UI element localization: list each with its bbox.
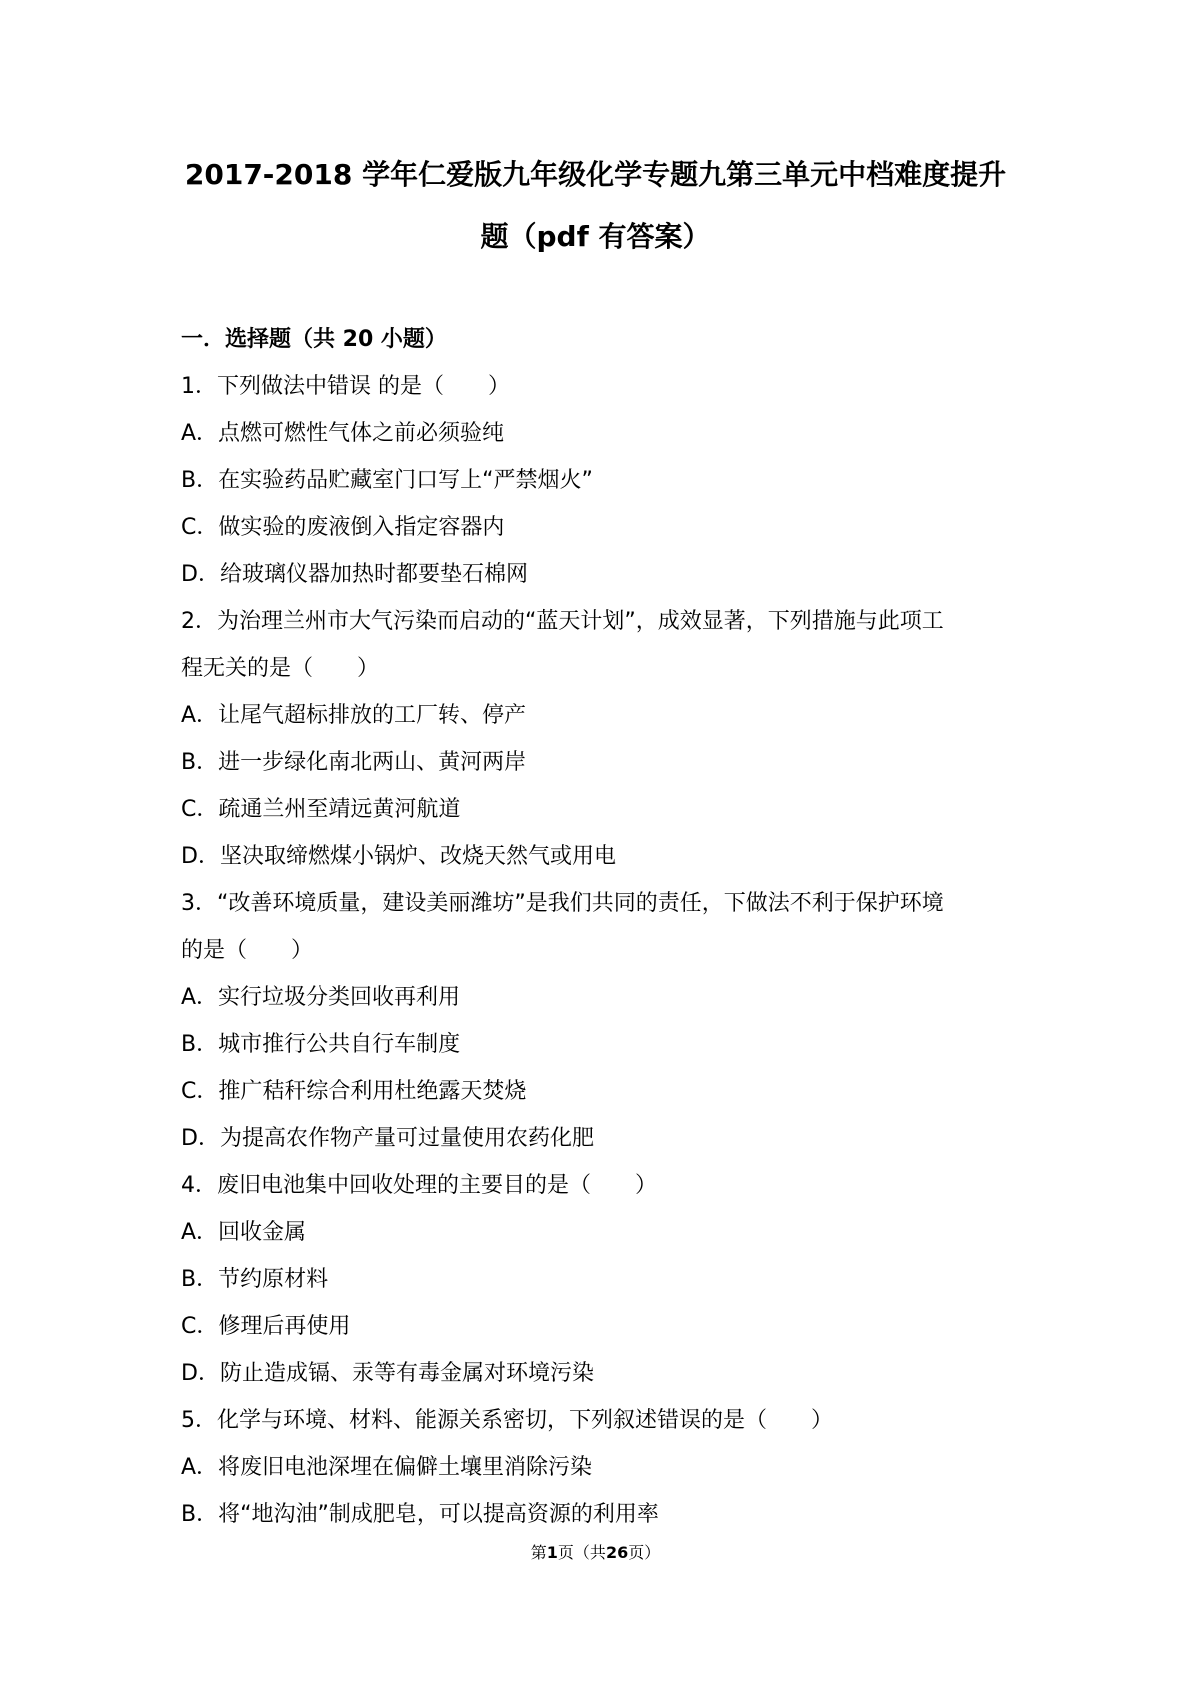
question <box>181 880 1011 1162</box>
footer-prefix: 第 <box>530 1543 547 1562</box>
question <box>181 598 1011 880</box>
answer-option: B．在实验药品贮藏室门口写上“严禁烟火” <box>181 468 593 493</box>
page-footer <box>0 1540 1191 1563</box>
question-stem-line: 的是（ ） <box>181 938 314 963</box>
answer-option: D．为提高农作物产量可过量使用农药化肥 <box>181 1126 594 1151</box>
question-stem-line: 3．“改善环境质量，建设美丽潍坊”是我们共同的责任，下做法不利于保护环境 <box>181 891 944 916</box>
section-heading: 一．选择题（共 20 小题） <box>181 327 447 352</box>
question <box>181 1397 1011 1538</box>
answer-option: C．做实验的废液倒入指定容器内 <box>181 515 505 540</box>
footer-page-number: 1 <box>546 1543 558 1562</box>
answer-option: B．城市推行公共自行车制度 <box>181 1032 461 1057</box>
title-line-1: 2017-2018 学年仁爱版九年级化学专题九第三单元中档难度提升 <box>184 158 1007 191</box>
question-stem-line: 4．废旧电池集中回收处理的主要目的是（ ） <box>181 1173 657 1198</box>
answer-option: D．防止造成镉、汞等有毒金属对环境污染 <box>181 1361 594 1386</box>
answer-option: B．节约原材料 <box>181 1267 329 1292</box>
answer-option: C．疏通兰州至靖远黄河航道 <box>181 797 461 822</box>
answer-option: C．修理后再使用 <box>181 1314 351 1339</box>
title-line-2: 题（pdf 有答案） <box>480 220 711 253</box>
answer-option: A．让尾气超标排放的工厂转、停产 <box>181 703 527 728</box>
footer-middle: 页（共 <box>557 1543 606 1562</box>
answer-option: A．点燃可燃性气体之前必须验纯 <box>181 421 505 446</box>
answer-option: B．将“地沟油”制成肥皂，可以提高资源的利用率 <box>181 1502 659 1527</box>
answer-option: C．推广秸秆综合利用杜绝露天焚烧 <box>181 1079 527 1104</box>
answer-option: A．实行垃圾分类回收再利用 <box>181 985 461 1010</box>
document-title <box>120 144 1071 268</box>
answer-option: B．进一步绿化南北两山、黄河两岸 <box>181 750 527 775</box>
question-stem-line: 1．下列做法中错误 的是（ ） <box>181 374 510 399</box>
answer-option: D．坚决取缔燃煤小锅炉、改烧天然气或用电 <box>181 844 616 869</box>
question <box>181 363 1011 598</box>
answer-option: A．将废旧电池深埋在偏僻土壤里消除污染 <box>181 1455 593 1480</box>
footer-page-total: 26 <box>605 1543 629 1562</box>
question-stem-line: 5．化学与环境、材料、能源关系密切，下列叙述错误的是（ ） <box>181 1408 833 1433</box>
footer-suffix: 页） <box>628 1543 661 1562</box>
question-stem-line: 2．为治理兰州市大气污染而启动的“蓝天计划”，成效显著，下列措施与此项工 <box>181 609 944 634</box>
question <box>181 1162 1011 1397</box>
answer-option: D．给玻璃仪器加热时都要垫石棉网 <box>181 562 528 587</box>
answer-option: A．回收金属 <box>181 1220 307 1245</box>
question-stem-line: 程无关的是（ ） <box>181 656 380 681</box>
question-list <box>181 363 1011 1538</box>
